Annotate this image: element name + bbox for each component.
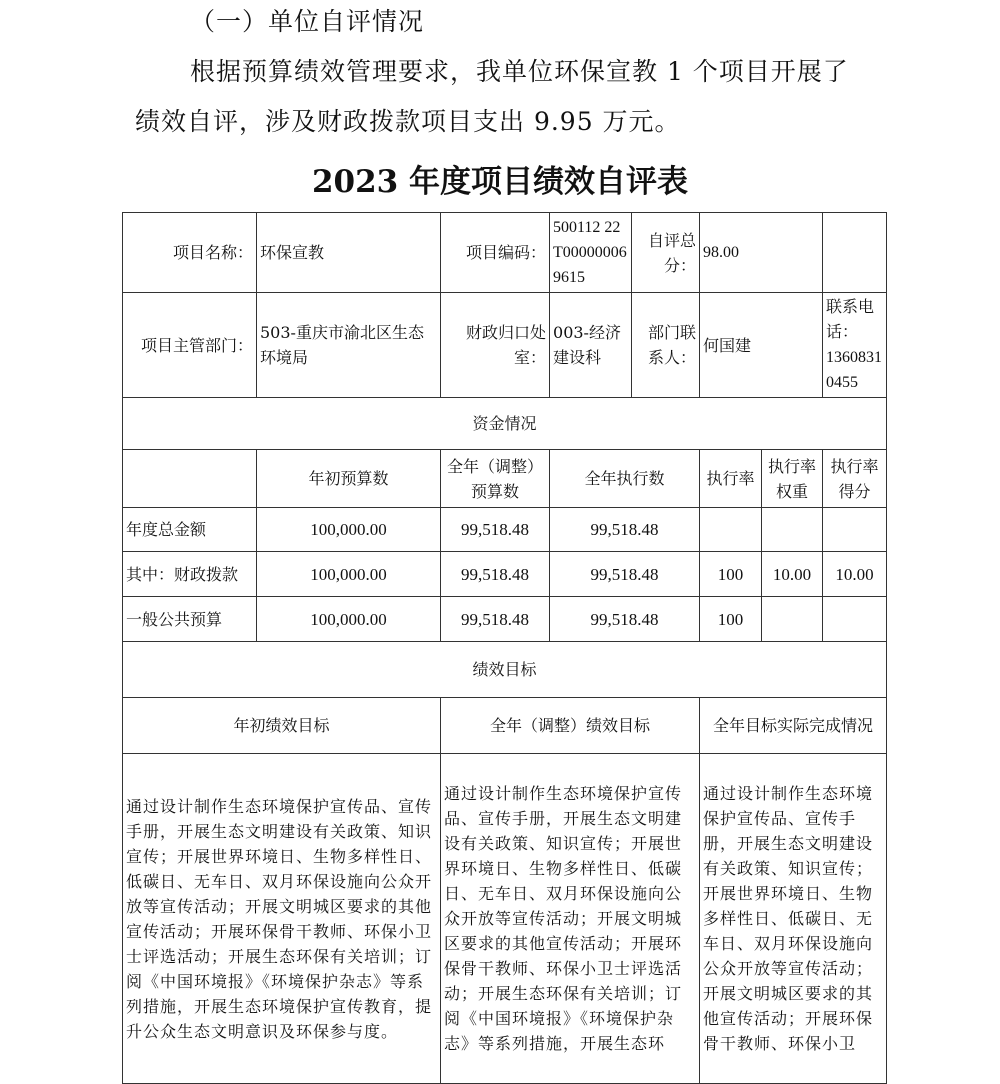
contact-value: 何国建 (700, 293, 823, 398)
funds-header-empty (123, 450, 257, 508)
table-row (123, 754, 887, 1084)
phone-label-value (823, 293, 887, 398)
finance-office-value: 003-经济建设科 (550, 293, 632, 398)
table-row (123, 552, 887, 597)
funds-header-row (123, 450, 887, 508)
goal-actual-text: 通过设计制作生态环境保护宣传品、宣传手册，开展生态文明建设有关政策、知识宣传；开展世界环境日、生物多样性日、低碳日、无车日、双月环保设施向公众开放等宣传活动；开展文明城区要求的其他宣传活动；开展环保骨干教师、环保小卫 (700, 754, 887, 1084)
funds-header-executed: 全年执行数 (550, 450, 700, 508)
funds-weight (762, 508, 823, 552)
funds-score (823, 508, 887, 552)
funds-header-score: 执行率得分 (823, 450, 887, 508)
funds-rate: 100 (700, 597, 762, 642)
table-row (123, 642, 887, 698)
goals-header-actual: 全年目标实际完成情况 (700, 698, 887, 754)
funds-row-label: 其中：财政拨款 (123, 552, 257, 597)
funds-initial: 100,000.00 (257, 597, 441, 642)
funds-adjusted: 99,518.48 (441, 597, 550, 642)
goals-header-initial: 年初绩效目标 (123, 698, 441, 754)
funds-initial: 100,000.00 (257, 508, 441, 552)
funds-header-adjusted: 全年（调整）预算数 (441, 450, 550, 508)
project-code-value: 500112 22T000000069615 (550, 213, 632, 293)
goals-header-row (123, 698, 887, 754)
funds-weight: 10.00 (762, 552, 823, 597)
intro-paragraph-line1: 根据预算绩效管理要求，我单位环保宣教 1 个项目开展了 (190, 57, 849, 86)
funds-header-rate: 执行率 (700, 450, 762, 508)
score-label: 自评总分： (632, 213, 700, 293)
goals-header-adjusted: 全年（调整）绩效目标 (441, 698, 700, 754)
funds-header-initial: 年初预算数 (257, 450, 441, 508)
project-name-label: 项目名称： (123, 213, 257, 293)
intro-paragraph-line2: 绩效自评，涉及财政拨款项目支出 9.95 万元。 (135, 107, 681, 136)
funds-header-weight: 执行率权重 (762, 450, 823, 508)
project-code-label: 项目编码： (441, 213, 550, 293)
goals-section-label: 绩效目标 (123, 642, 887, 698)
funds-weight (762, 597, 823, 642)
table-row (123, 398, 887, 450)
goal-adjusted-text: 通过设计制作生态环境保护宣传品、宣传手册，开展生态文明建设有关政策、知识宣传；开展世界环境日、生物多样性日、低碳日、无车日、双月环保设施向公众开放等宣传活动；开展文明城区要求的其他宣传活动；开展环保骨干教师、环保小卫士评选活动；开展生态环保有关培训；订阅《中国环境报》《环境保护杂志》等系列措施，开展生态环 (441, 754, 700, 1084)
funds-rate (700, 508, 762, 552)
empty-cell (823, 213, 887, 293)
funds-section-label: 资金情况 (123, 398, 887, 450)
contact-label: 部门联系人： (632, 293, 700, 398)
table-row (123, 293, 887, 398)
table-row (123, 213, 887, 293)
project-name-value: 环保宣教 (257, 213, 441, 293)
funds-initial: 100,000.00 (257, 552, 441, 597)
funds-executed: 99,518.48 (550, 552, 700, 597)
dept-label: 项目主管部门： (123, 293, 257, 398)
table-row (123, 597, 887, 642)
goal-initial-text: 通过设计制作生态环境保护宣传品、宣传手册，开展生态文明建设有关政策、知识宣传；开展世界环境日、生物多样性日、低碳日、无车日、双月环保设施向公众开放等宣传活动；开展文明城区要求的其他宣传活动；开展环保骨干教师、环保小卫士评选活动；开展生态环保有关培训；订阅《中国环境报》《环境保护杂志》等系列措施，开展生态环境保护宣传教育，提升公众生态文明意识及环保参与度。 (123, 754, 441, 1084)
phone-value: 13608310455 (826, 349, 883, 391)
funds-score (823, 597, 887, 642)
section-title: （一）单位自评情况 (190, 7, 425, 36)
finance-office-label: 财政归口处室： (441, 293, 550, 398)
phone-label: 联系电话： (826, 299, 875, 341)
funds-adjusted: 99,518.48 (441, 508, 550, 552)
score-value: 98.00 (700, 213, 823, 293)
funds-executed: 99,518.48 (550, 597, 700, 642)
funds-rate: 100 (700, 552, 762, 597)
funds-row-label: 一般公共预算 (123, 597, 257, 642)
table-title: 2023 年度项目绩效自评表 (311, 164, 689, 200)
table-row (123, 508, 887, 552)
funds-score: 10.00 (823, 552, 887, 597)
dept-value: 503-重庆市渝北区生态环境局 (257, 293, 441, 398)
funds-executed: 99,518.48 (550, 508, 700, 552)
funds-adjusted: 99,518.48 (441, 552, 550, 597)
funds-row-label: 年度总金额 (123, 508, 257, 552)
self-evaluation-table (122, 212, 887, 1084)
